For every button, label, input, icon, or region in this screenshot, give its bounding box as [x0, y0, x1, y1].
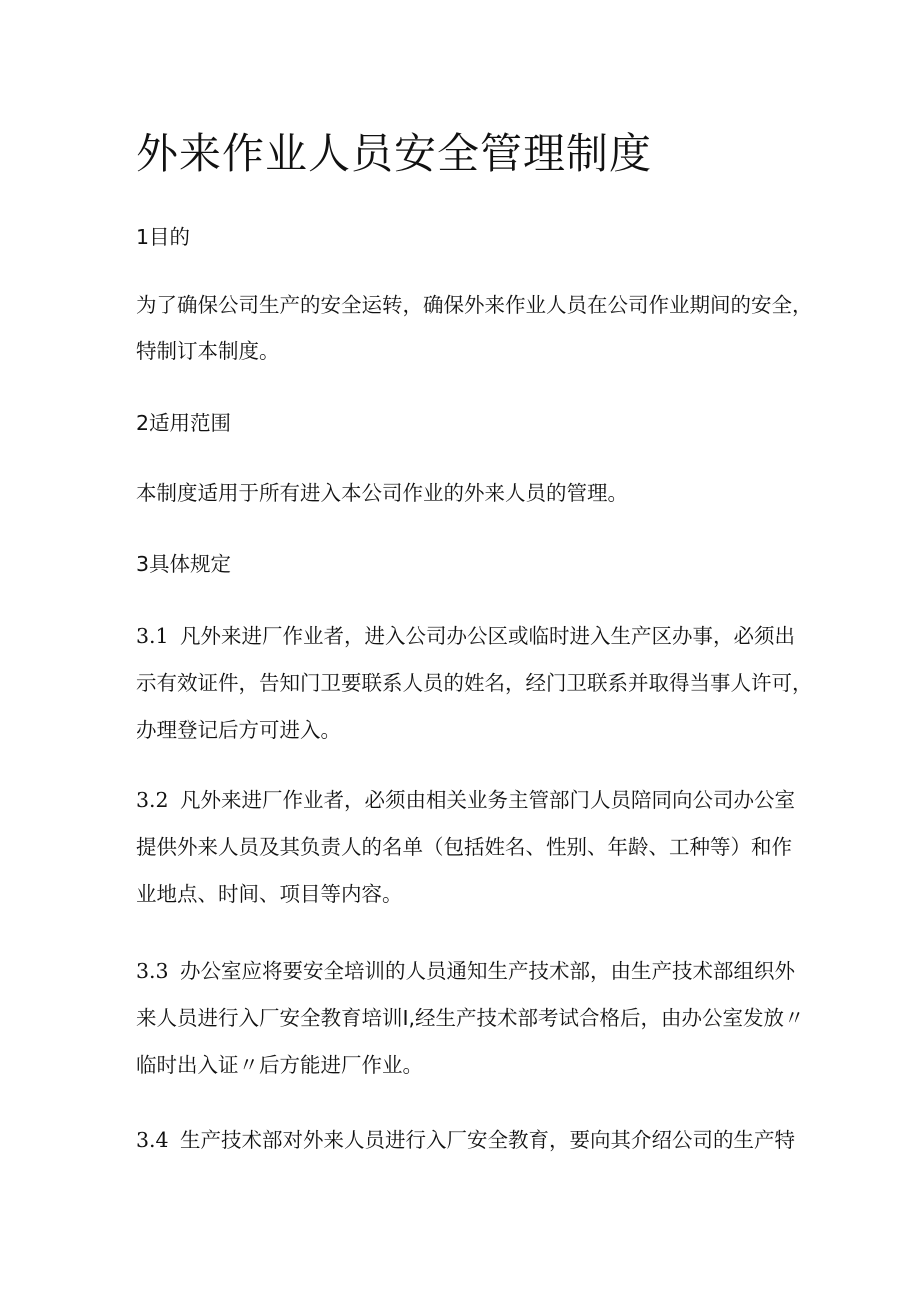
clause-text: 办公室应将要安全培训的人员通知生产技术部，由生产技术部组织外 [180, 959, 795, 983]
clause-3-2 [136, 782, 796, 912]
document-title: 外来作业人员安全管理制度 [136, 129, 653, 178]
clause-number: 3.1 [136, 624, 169, 648]
section-purpose-body [136, 287, 813, 369]
clause-line: 示有效证件，告知门卫要联系人员的姓名，经门卫联系并取得当事人许可， [136, 671, 813, 695]
clause-3-4 [136, 1122, 796, 1158]
clause-3-1 [136, 618, 813, 748]
clause-number: 3.2 [136, 788, 169, 812]
clause-text: 生产技术部对外来人员进行入厂安全教育，要向其介绍公司的生产特 [180, 1128, 795, 1152]
section-scope-body [136, 475, 796, 511]
paragraph-line: 为了确保公司生产的安全运转，确保外来作业人员在公司作业期间的安全， [136, 293, 813, 317]
clause-line [136, 1122, 796, 1158]
clause-line: 提供外来人员及其负责人的名单（包括姓名、性别、年龄、工种等）和作 [136, 835, 792, 859]
clause-line: 临时出入证〃后方能进厂作业。 [136, 1053, 423, 1077]
section-heading-rules: 3具体规定 [136, 552, 232, 576]
clause-line [136, 782, 796, 818]
clause-text: 凡外来进厂作业者，进入公司办公区或临时进入生产区办事，必须出 [180, 624, 795, 648]
clause-line: 业地点、时间、项目等内容。 [136, 882, 403, 906]
paragraph-line: 特制订本制度。 [136, 339, 280, 363]
clause-number: 3.4 [136, 1128, 169, 1152]
section-heading-purpose: 1目的 [136, 225, 191, 249]
clause-line [136, 618, 796, 654]
clause-line: 办理登记后方可进入。 [136, 718, 341, 742]
clause-3-3 [136, 953, 805, 1083]
clause-line [136, 953, 796, 989]
clause-text: 凡外来进厂作业者，必须由相关业务主管部门人员陪同向公司办公室 [180, 788, 795, 812]
paragraph-line: 本制度适用于所有进入本公司作业的外来人员的管理。 [136, 481, 628, 505]
clause-number: 3.3 [136, 959, 169, 983]
section-heading-scope: 2适用范围 [136, 411, 232, 435]
clause-line: 来人员进行入厂安全教育培训I,经生产技术部考试合格后，由办公室发放〃 [136, 1006, 805, 1030]
